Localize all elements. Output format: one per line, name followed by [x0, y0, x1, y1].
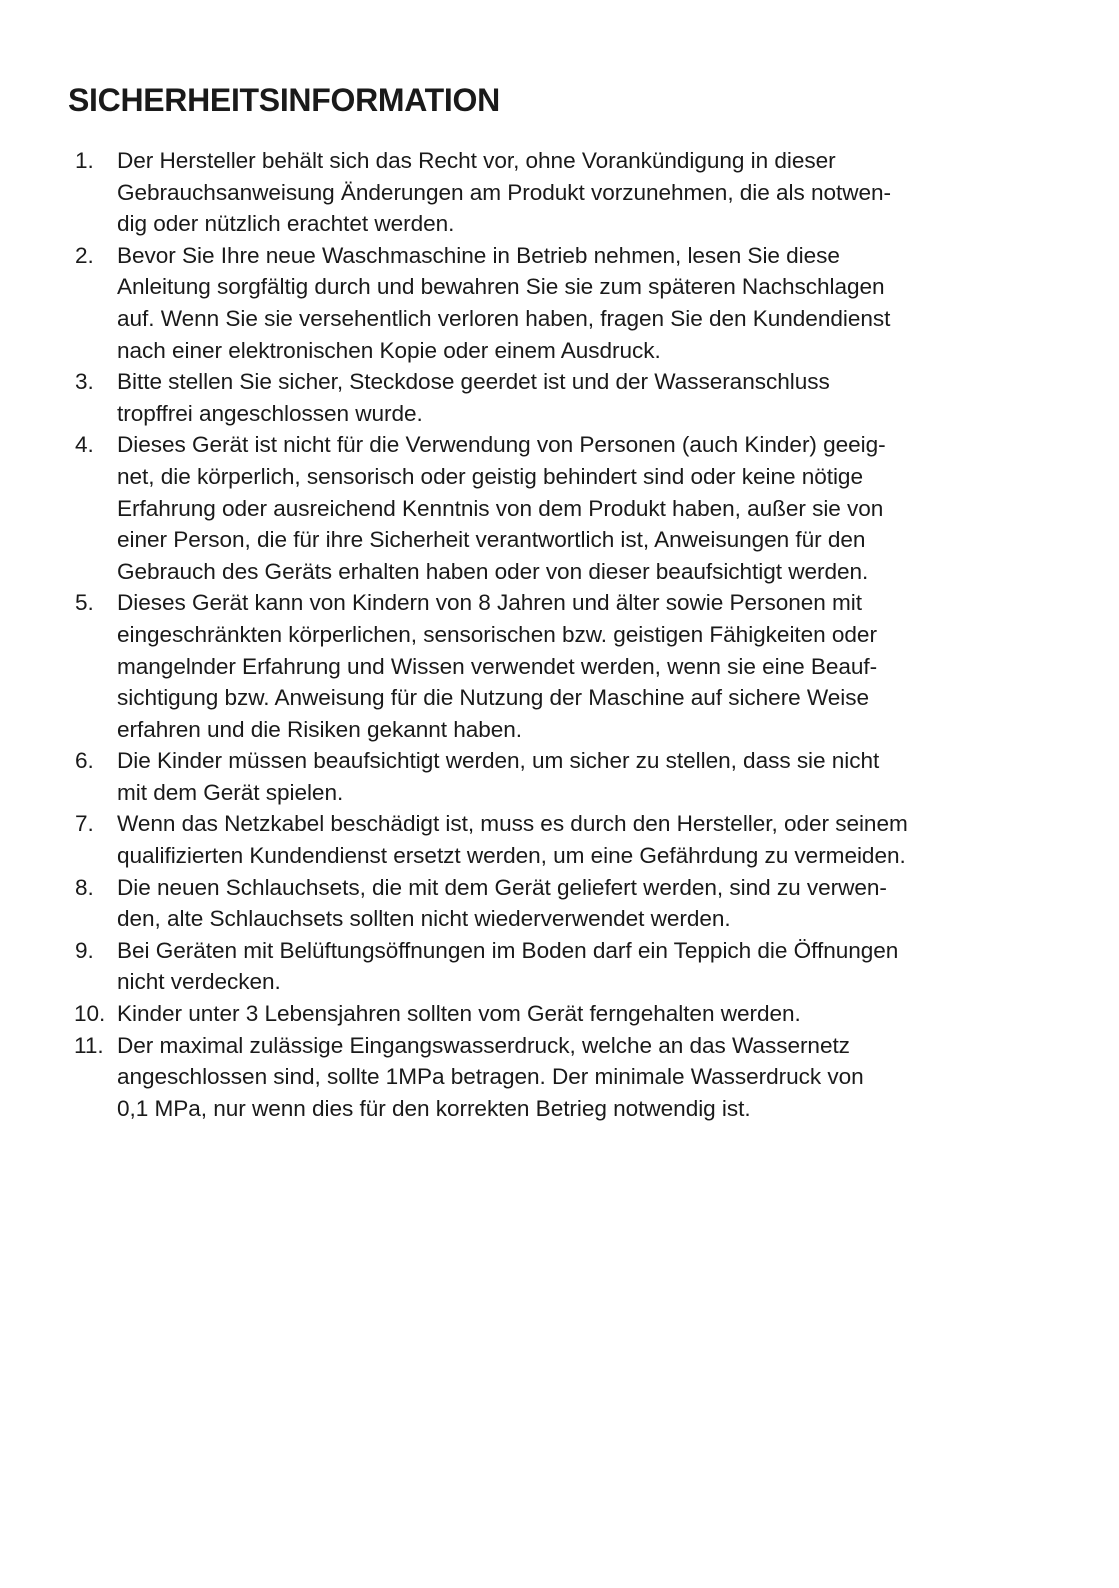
item-line: Kinder unter 3 Lebensjahren sollten vom Gerät ferngehalten werden.: [117, 1001, 801, 1027]
item-line: sichtigung bzw. Anweisung für die Nutzung der Maschine auf sichere Weise: [117, 685, 870, 711]
item-line: Gebrauchsanweisung Änderungen am Produkt vorzunehmen, die als notwen-: [117, 179, 891, 205]
item-number: 5.: [75, 590, 94, 616]
item-line: nach einer elektronischen Kopie oder einem Ausdruck.: [117, 337, 661, 363]
list-item: [70, 587, 1055, 745]
item-line: Bitte stellen Sie sicher, Steckdose geerdet ist und der Wasseranschluss: [117, 369, 830, 395]
item-number: 8.: [75, 874, 94, 900]
item-number: 4.: [75, 432, 94, 458]
list-item: [70, 145, 1055, 240]
item-line: Bevor Sie Ihre neue Waschmaschine in Betrieb nehmen, lesen Sie diese: [117, 242, 840, 268]
list-item: [70, 998, 1055, 1030]
list-item: [70, 872, 1055, 935]
item-line: mit dem Gerät spielen.: [117, 779, 344, 805]
item-line: Wenn das Netzkabel beschädigt ist, muss es durch den Hersteller, oder seinem: [117, 811, 908, 837]
item-number: 6.: [75, 748, 94, 774]
safety-list: [70, 145, 1055, 1124]
item-line: nicht verdecken.: [117, 969, 281, 995]
item-line: net, die körperlich, sensorisch oder geistig behindert sind oder keine nötige: [117, 463, 863, 489]
item-line: mangelnder Erfahrung und Wissen verwendet werden, wenn sie eine Beauf-: [117, 653, 878, 679]
item-number: 1.: [75, 148, 94, 173]
item-line: Der maximal zulässige Eingangswasserdruck, welche an das Wassernetz: [117, 1032, 850, 1058]
list-item: [70, 429, 1055, 587]
item-line: dig oder nützlich erachtet werden.: [117, 211, 455, 237]
item-line: Der Hersteller behält sich das Recht vor, ohne Vorankündigung in dieser: [117, 148, 836, 173]
item-line: Gebrauch des Geräts erhalten haben oder von dieser beaufsichtigt werden.: [117, 558, 869, 584]
item-number: 10.: [74, 1001, 106, 1027]
item-number: 3.: [75, 369, 94, 395]
item-line: eingeschränkten körperlichen, sensorischen bzw. geistigen Fähigkeiten oder: [117, 621, 877, 647]
list-item: [70, 935, 1055, 998]
item-number: 9.: [75, 937, 94, 963]
item-line: Dieses Gerät ist nicht für die Verwendung von Personen (auch Kinder) geeig-: [117, 432, 886, 458]
item-line: auf. Wenn Sie sie versehentlich verloren haben, fragen Sie den Kundendienst: [117, 305, 891, 331]
list-item: [70, 240, 1055, 366]
item-line: angeschlossen sind, sollte 1MPa betragen. Der minimale Wasserdruck von: [117, 1064, 864, 1090]
item-line: erfahren und die Risiken gekannt haben.: [117, 716, 523, 742]
list-item: [70, 1030, 1055, 1125]
item-line: Erfahrung oder ausreichend Kenntnis von dem Produkt haben, außer sie von: [117, 495, 884, 521]
page-title: SICHERHEITSINFORMATION: [68, 82, 500, 118]
list-item: [70, 808, 1055, 871]
item-line: Bei Geräten mit Belüftungsöffnungen im Boden darf ein Teppich die Öffnungen: [117, 937, 899, 963]
item-line: den, alte Schlauchsets sollten nicht wiederverwendet werden.: [117, 906, 731, 932]
item-number: 2.: [75, 242, 94, 268]
item-line: tropffrei angeschlossen wurde.: [117, 400, 423, 426]
item-number: 11.: [74, 1032, 104, 1058]
list-item: [70, 366, 1055, 429]
list-item: [70, 745, 1055, 808]
item-line: einer Person, die für ihre Sicherheit verantwortlich ist, Anweisungen für den: [117, 527, 866, 553]
item-line: Die neuen Schlauchsets, die mit dem Gerät geliefert werden, sind zu verwen-: [117, 874, 887, 900]
item-line: Dieses Gerät kann von Kindern von 8 Jahren und älter sowie Personen mit: [117, 590, 862, 616]
item-number: 7.: [75, 811, 94, 837]
item-line: 0,1 MPa, nur wenn dies für den korrekten Betrieg notwendig ist.: [117, 1095, 751, 1121]
item-line: Die Kinder müssen beaufsichtigt werden, um sicher zu stellen, dass sie nicht: [117, 748, 880, 774]
item-line: Anleitung sorgfältig durch und bewahren Sie sie zum späteren Nachschlagen: [117, 274, 885, 300]
item-line: qualifizierten Kundendienst ersetzt werden, um eine Gefährdung zu vermeiden.: [117, 843, 906, 869]
